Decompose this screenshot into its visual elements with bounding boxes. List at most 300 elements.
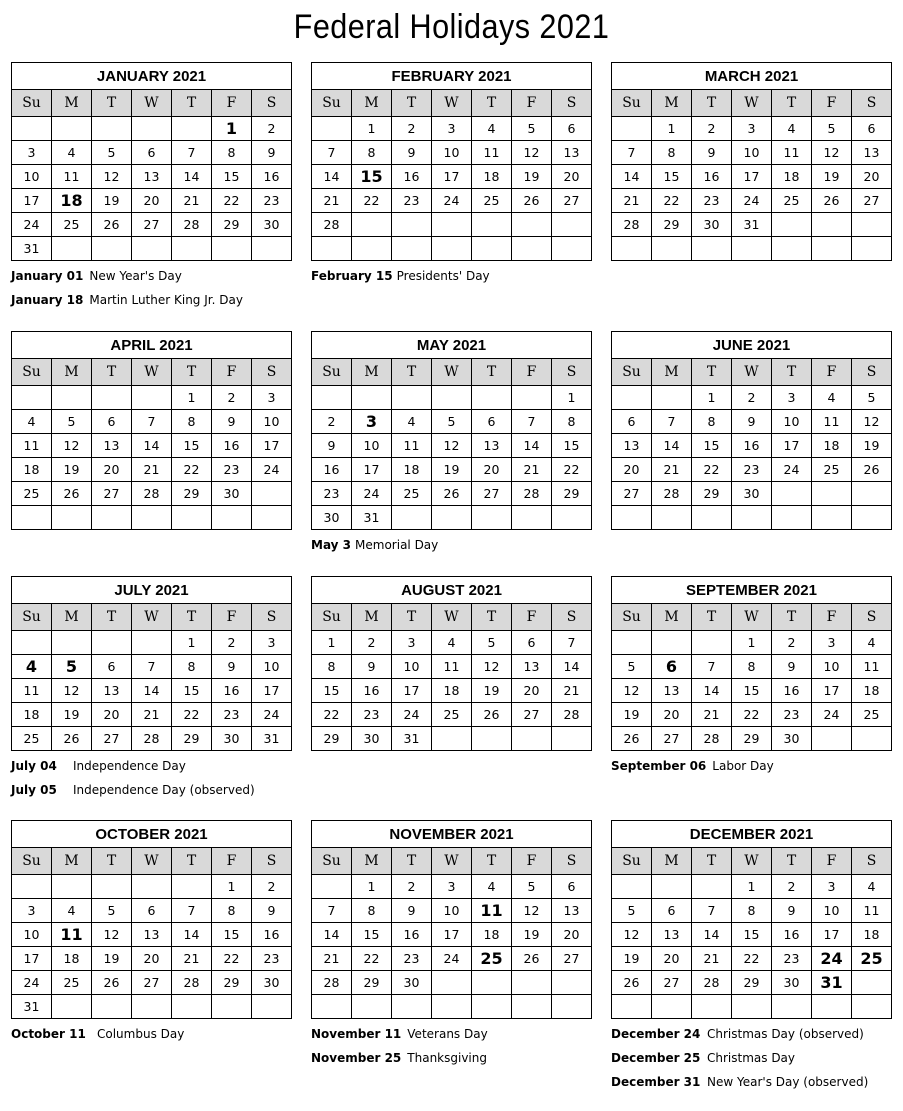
day-cell: 1: [552, 386, 592, 410]
day-cell: [12, 631, 52, 655]
day-cell: [52, 506, 92, 530]
day-cell: 12: [92, 165, 132, 189]
day-cell: 3: [12, 899, 52, 923]
weekday-label: Su: [612, 359, 652, 386]
day-cell: [352, 995, 392, 1019]
day-cell: 20: [472, 458, 512, 482]
day-cell: 12: [92, 923, 132, 947]
holiday-date: February 15: [311, 269, 393, 283]
day-cell: [432, 237, 472, 261]
day-cell: [472, 995, 512, 1019]
weekday-label: S: [852, 604, 892, 631]
week-row: [612, 386, 892, 410]
month-table: [11, 576, 292, 751]
month-september: [611, 576, 892, 779]
weekday-label: M: [352, 90, 392, 117]
weekday-label: W: [432, 359, 472, 386]
day-cell: 7: [132, 410, 172, 434]
day-cell: 26: [512, 189, 552, 213]
day-cell: [312, 875, 352, 899]
day-cell: 24: [392, 703, 432, 727]
day-cell: 25: [772, 189, 812, 213]
day-cell: 30: [732, 482, 772, 506]
day-cell: 28: [692, 971, 732, 995]
day-cell: 10: [12, 165, 52, 189]
weekday-label: S: [852, 90, 892, 117]
month-title: MARCH 2021: [612, 63, 892, 90]
week-row: [12, 875, 292, 899]
holiday-day-cell: 4: [12, 655, 52, 679]
day-cell: 20: [92, 458, 132, 482]
day-cell: 15: [172, 434, 212, 458]
day-cell: 25: [392, 482, 432, 506]
month-june: [611, 331, 892, 530]
day-cell: 20: [552, 923, 592, 947]
day-cell: 22: [352, 189, 392, 213]
day-cell: 4: [52, 899, 92, 923]
weekday-label: F: [812, 848, 852, 875]
holiday-entry: [311, 265, 592, 289]
week-row: [612, 189, 892, 213]
holiday-name: Christmas Day (observed): [707, 1027, 864, 1041]
holiday-list: [11, 265, 292, 313]
day-cell: 27: [512, 703, 552, 727]
day-cell: 20: [652, 703, 692, 727]
week-row: [312, 189, 592, 213]
month-table: [611, 820, 892, 1019]
day-cell: 14: [692, 923, 732, 947]
day-cell: 7: [552, 631, 592, 655]
weekday-label: S: [852, 848, 892, 875]
weekday-label: W: [132, 604, 172, 631]
holiday-day-cell: 31: [812, 971, 852, 995]
day-cell: 9: [312, 434, 352, 458]
day-cell: 2: [392, 117, 432, 141]
day-cell: 17: [432, 165, 472, 189]
day-cell: 10: [812, 899, 852, 923]
day-cell: 8: [172, 655, 212, 679]
day-cell: 19: [612, 947, 652, 971]
week-row: [312, 727, 592, 751]
holiday-date: December 31: [611, 1075, 701, 1089]
day-cell: 26: [472, 703, 512, 727]
day-cell: 20: [132, 947, 172, 971]
day-cell: [172, 506, 212, 530]
day-cell: 9: [772, 655, 812, 679]
holiday-entry: [11, 755, 292, 779]
day-cell: 30: [212, 727, 252, 751]
day-cell: [552, 213, 592, 237]
day-cell: 29: [212, 213, 252, 237]
day-cell: 22: [172, 703, 212, 727]
day-cell: 9: [252, 899, 292, 923]
day-cell: 27: [652, 727, 692, 751]
day-cell: [612, 237, 652, 261]
day-cell: 13: [552, 141, 592, 165]
week-row: [612, 995, 892, 1019]
weekday-label: M: [52, 359, 92, 386]
weekday-header-row: [12, 604, 292, 631]
week-row: [12, 482, 292, 506]
month-title: JULY 2021: [12, 577, 292, 604]
weekday-label: T: [472, 604, 512, 631]
day-cell: 3: [252, 386, 292, 410]
weekday-label: M: [652, 848, 692, 875]
day-cell: 16: [772, 679, 812, 703]
weekday-label: M: [652, 604, 692, 631]
day-cell: 2: [212, 631, 252, 655]
day-cell: 24: [12, 213, 52, 237]
day-cell: 26: [52, 482, 92, 506]
day-cell: [612, 631, 652, 655]
week-row: [312, 117, 592, 141]
day-cell: 4: [12, 410, 52, 434]
day-cell: 18: [852, 923, 892, 947]
day-cell: 23: [692, 189, 732, 213]
week-row: [312, 971, 592, 995]
weekday-label: T: [772, 848, 812, 875]
day-cell: 9: [252, 141, 292, 165]
weekday-label: W: [132, 848, 172, 875]
week-row: [12, 995, 292, 1019]
day-cell: 22: [732, 947, 772, 971]
day-cell: 12: [512, 141, 552, 165]
day-cell: 21: [692, 947, 732, 971]
day-cell: 6: [512, 631, 552, 655]
day-cell: 22: [172, 458, 212, 482]
weekday-label: S: [852, 359, 892, 386]
day-cell: [472, 386, 512, 410]
holiday-day-cell: 24: [812, 947, 852, 971]
weekday-label: W: [732, 90, 772, 117]
week-row: [312, 995, 592, 1019]
day-cell: [392, 506, 432, 530]
weekday-label: F: [812, 90, 852, 117]
day-cell: 8: [732, 655, 772, 679]
day-cell: 7: [692, 655, 732, 679]
weekday-label: Su: [612, 90, 652, 117]
holiday-day-cell: 6: [652, 655, 692, 679]
day-cell: 13: [132, 165, 172, 189]
day-cell: 18: [52, 947, 92, 971]
day-cell: 26: [852, 458, 892, 482]
day-cell: 9: [212, 410, 252, 434]
day-cell: [392, 386, 432, 410]
day-cell: 6: [552, 875, 592, 899]
day-cell: [432, 971, 472, 995]
day-cell: 1: [352, 875, 392, 899]
day-cell: [392, 213, 432, 237]
day-cell: 6: [612, 410, 652, 434]
day-cell: 10: [812, 655, 852, 679]
day-cell: 31: [732, 213, 772, 237]
day-cell: 22: [212, 189, 252, 213]
day-cell: 23: [392, 189, 432, 213]
day-cell: 19: [52, 458, 92, 482]
day-cell: 22: [552, 458, 592, 482]
month-title: MAY 2021: [312, 332, 592, 359]
day-cell: 4: [852, 875, 892, 899]
day-cell: [212, 506, 252, 530]
day-cell: [652, 386, 692, 410]
day-cell: 2: [772, 875, 812, 899]
day-cell: 7: [172, 899, 212, 923]
weekday-label: T: [392, 848, 432, 875]
day-cell: 16: [392, 923, 432, 947]
holiday-day-cell: 11: [52, 923, 92, 947]
day-cell: [852, 971, 892, 995]
day-cell: 24: [772, 458, 812, 482]
holiday-date: July 05: [11, 783, 57, 797]
weekday-label: T: [472, 848, 512, 875]
holiday-entry: [311, 1023, 592, 1047]
week-row: [612, 213, 892, 237]
day-cell: 10: [352, 434, 392, 458]
day-cell: 15: [212, 165, 252, 189]
day-cell: [852, 995, 892, 1019]
day-cell: 2: [252, 875, 292, 899]
day-cell: 5: [512, 117, 552, 141]
day-cell: 23: [352, 703, 392, 727]
day-cell: 31: [352, 506, 392, 530]
day-cell: 6: [472, 410, 512, 434]
day-cell: [692, 875, 732, 899]
weekday-label: W: [432, 90, 472, 117]
holiday-date: December 25: [611, 1051, 701, 1065]
weekday-label: S: [252, 359, 292, 386]
day-cell: 30: [772, 727, 812, 751]
day-cell: 9: [692, 141, 732, 165]
day-cell: 12: [512, 899, 552, 923]
weekday-header-row: [612, 90, 892, 117]
week-row: [12, 631, 292, 655]
week-row: [612, 655, 892, 679]
day-cell: 12: [472, 655, 512, 679]
weekday-label: F: [212, 604, 252, 631]
day-cell: 8: [212, 141, 252, 165]
holiday-day-cell: 1: [212, 117, 252, 141]
weekday-label: T: [392, 90, 432, 117]
month-title: JANUARY 2021: [12, 63, 292, 90]
day-cell: 20: [552, 165, 592, 189]
month-january: [11, 62, 292, 313]
holiday-entry: [11, 289, 292, 313]
weekday-label: M: [652, 90, 692, 117]
week-row: [312, 506, 592, 530]
day-cell: [612, 506, 652, 530]
day-cell: 15: [732, 923, 772, 947]
day-cell: 20: [652, 947, 692, 971]
day-cell: [92, 506, 132, 530]
day-cell: 7: [132, 655, 172, 679]
day-cell: 2: [772, 631, 812, 655]
week-row: [12, 213, 292, 237]
day-cell: 8: [732, 899, 772, 923]
holiday-name: Columbus Day: [97, 1027, 185, 1041]
day-cell: 9: [732, 410, 772, 434]
day-cell: 28: [552, 703, 592, 727]
day-cell: [252, 995, 292, 1019]
day-cell: 16: [732, 434, 772, 458]
week-row: [612, 482, 892, 506]
month-table: [11, 331, 292, 530]
weekday-label: T: [172, 90, 212, 117]
holiday-list: [311, 534, 592, 558]
day-cell: 29: [652, 213, 692, 237]
weekday-label: S: [252, 604, 292, 631]
weekday-label: T: [172, 359, 212, 386]
day-cell: 19: [512, 165, 552, 189]
day-cell: 2: [352, 631, 392, 655]
day-cell: 9: [212, 655, 252, 679]
month-april: [11, 331, 292, 530]
week-row: [312, 631, 592, 655]
day-cell: [12, 506, 52, 530]
weekday-label: T: [772, 604, 812, 631]
day-cell: 1: [652, 117, 692, 141]
day-cell: 22: [692, 458, 732, 482]
weekday-header-row: [312, 359, 592, 386]
day-cell: 28: [172, 213, 212, 237]
day-cell: 30: [252, 213, 292, 237]
holiday-name: Presidents' Day: [396, 269, 490, 283]
day-cell: 8: [652, 141, 692, 165]
day-cell: 1: [312, 631, 352, 655]
day-cell: 17: [772, 434, 812, 458]
day-cell: [212, 995, 252, 1019]
week-row: [312, 899, 592, 923]
month-title: SEPTEMBER 2021: [612, 577, 892, 604]
day-cell: [12, 386, 52, 410]
day-cell: 10: [432, 899, 472, 923]
weekday-label: Su: [12, 848, 52, 875]
weekday-label: W: [732, 359, 772, 386]
day-cell: [552, 506, 592, 530]
weekday-label: W: [732, 848, 772, 875]
holiday-name: Veterans Day: [407, 1027, 488, 1041]
day-cell: [852, 237, 892, 261]
day-cell: [92, 995, 132, 1019]
day-cell: 27: [552, 947, 592, 971]
day-cell: [812, 237, 852, 261]
month-title: FEBRUARY 2021: [312, 63, 592, 90]
day-cell: [512, 506, 552, 530]
week-row: [12, 434, 292, 458]
day-cell: 29: [212, 971, 252, 995]
day-cell: 29: [312, 727, 352, 751]
day-cell: 18: [772, 165, 812, 189]
month-title: AUGUST 2021: [312, 577, 592, 604]
day-cell: 15: [212, 923, 252, 947]
day-cell: [132, 875, 172, 899]
week-row: [312, 482, 592, 506]
day-cell: [852, 213, 892, 237]
day-cell: 19: [812, 165, 852, 189]
day-cell: 31: [12, 237, 52, 261]
day-cell: 28: [652, 482, 692, 506]
week-row: [312, 165, 592, 189]
day-cell: 19: [612, 703, 652, 727]
weekday-label: Su: [12, 604, 52, 631]
day-cell: 6: [552, 117, 592, 141]
holiday-list: [311, 1023, 592, 1071]
weekday-label: T: [92, 848, 132, 875]
day-cell: 5: [812, 117, 852, 141]
day-cell: 24: [812, 703, 852, 727]
day-cell: 3: [392, 631, 432, 655]
day-cell: 11: [12, 679, 52, 703]
day-cell: 17: [812, 679, 852, 703]
day-cell: 12: [52, 434, 92, 458]
weekday-label: S: [552, 90, 592, 117]
day-cell: [692, 631, 732, 655]
week-row: [12, 655, 292, 679]
day-cell: 26: [812, 189, 852, 213]
weekday-label: M: [352, 359, 392, 386]
day-cell: [252, 237, 292, 261]
weekday-label: W: [432, 604, 472, 631]
day-cell: 17: [12, 189, 52, 213]
day-cell: [92, 386, 132, 410]
week-row: [612, 458, 892, 482]
day-cell: [212, 237, 252, 261]
weekday-label: T: [92, 90, 132, 117]
day-cell: [852, 482, 892, 506]
day-cell: [312, 995, 352, 1019]
day-cell: 15: [652, 165, 692, 189]
day-cell: 26: [432, 482, 472, 506]
day-cell: [552, 727, 592, 751]
day-cell: 9: [392, 899, 432, 923]
day-cell: 18: [472, 165, 512, 189]
week-row: [312, 875, 592, 899]
day-cell: 7: [652, 410, 692, 434]
day-cell: [652, 875, 692, 899]
day-cell: 27: [472, 482, 512, 506]
day-cell: 14: [172, 165, 212, 189]
month-title: JUNE 2021: [612, 332, 892, 359]
day-cell: 19: [432, 458, 472, 482]
day-cell: [472, 237, 512, 261]
day-cell: 5: [612, 899, 652, 923]
day-cell: 16: [252, 923, 292, 947]
day-cell: 15: [552, 434, 592, 458]
day-cell: 14: [652, 434, 692, 458]
day-cell: 5: [92, 899, 132, 923]
weekday-label: S: [252, 848, 292, 875]
day-cell: 22: [652, 189, 692, 213]
day-cell: [172, 237, 212, 261]
day-cell: 2: [312, 410, 352, 434]
holiday-date: January 01: [11, 269, 84, 283]
day-cell: [812, 213, 852, 237]
day-cell: 21: [132, 703, 172, 727]
day-cell: [432, 727, 472, 751]
day-cell: [92, 237, 132, 261]
month-july: [11, 576, 292, 803]
day-cell: [172, 117, 212, 141]
day-cell: 20: [132, 189, 172, 213]
day-cell: 11: [812, 410, 852, 434]
holiday-list: [11, 755, 292, 803]
day-cell: 10: [252, 655, 292, 679]
week-row: [312, 237, 592, 261]
week-row: [612, 899, 892, 923]
month-table: [311, 820, 592, 1019]
day-cell: 14: [692, 679, 732, 703]
day-cell: 28: [172, 971, 212, 995]
day-cell: 19: [92, 947, 132, 971]
